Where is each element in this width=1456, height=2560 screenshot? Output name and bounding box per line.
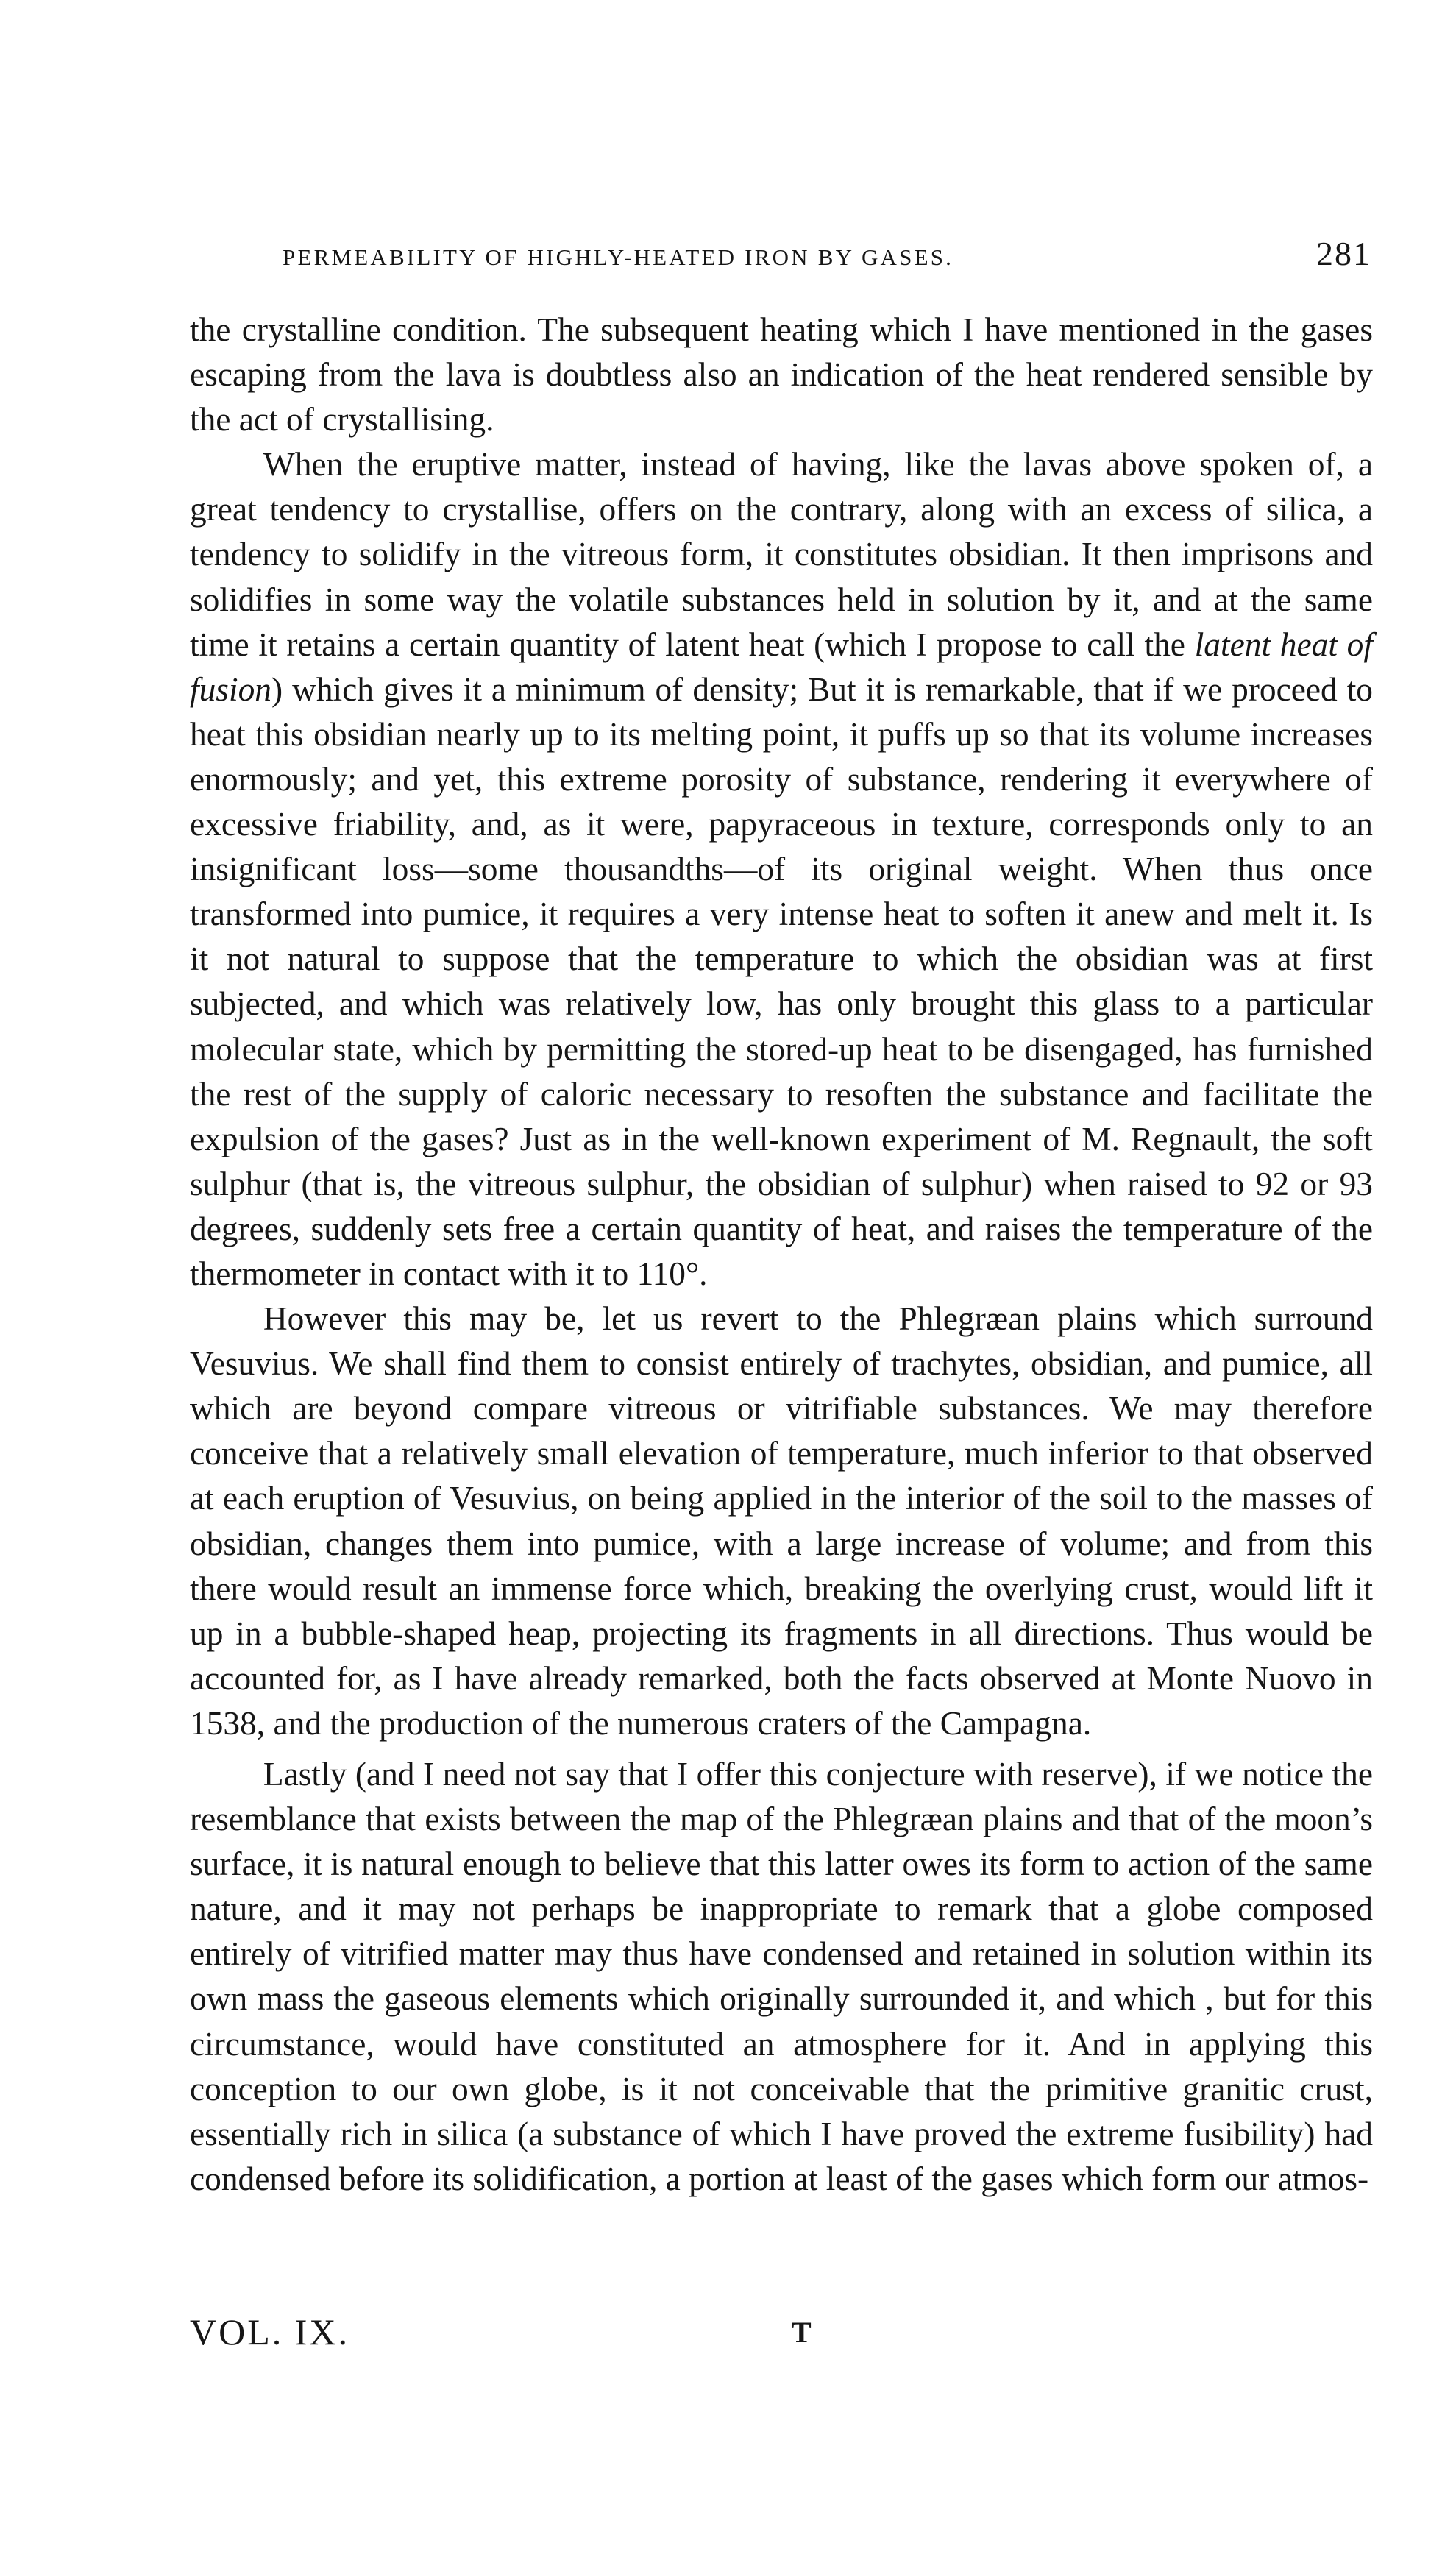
paragraph-obsidian xyxy=(190,442,1373,1297)
paragraph-continuation: the crystalline condition. The subsequent heating which I have mentioned in the gases escaping from the lava is doubtless also an indication of the heat rendered sensible by the act of crystallising. xyxy=(190,311,1373,439)
italic-term-latent-heat: latent heat of fusion xyxy=(190,625,1373,708)
paragraph-obsidian-part-1: When the eruptive matter, instead of having, like the lavas above spoken of, a great tendency to crystallise, offers on the contrary, along with an excess of silica, a tendency to solidify in the vitreous form, it constitutes obsidian. It then imprisons and solidifies in some way the volatile substances held in solution by it, and at the same time it retains a certain quantity of latent heat (which I propose to call the xyxy=(190,446,1373,663)
running-title: PERMEABILITY OF HIGHLY-HEATED IRON BY GASES. xyxy=(283,244,954,270)
running-head xyxy=(283,234,1371,278)
body-text xyxy=(190,308,1373,2202)
paragraph-moon-conjecture: Lastly (and I need not say that I offer this conjecture with reserve), if we notice the resemblance that exists between the map of the Phlegræan plains and that of the moon’s surface, it is natural enough to believe that this latter owes its form to action of the same nature, and it may not perhaps be inappropriate to remark that a globe composed entirely of vitrified matter may thus have condensed and retained in solution within its own mass the gaseous elements which originally surrounded it, and which , but for this circumstance, would have constituted an atmosphere for it. And in applying this conception to our own globe, is it not conceivable that the primitive granitic crust, essentially rich in silica (a substance of which I have proved the extreme fusibility) had condensed before its solidification, a portion at least of the gases which form our atmos- xyxy=(190,1756,1373,2197)
signature-mark: T xyxy=(792,2316,812,2349)
paragraph-obsidian-part-2: ) which gives it a minimum of density; But it is remarkable, that if we proceed to heat this obsidian nearly up to its melting point, it puffs up so that its volume increases enormously; and yet, this extreme porosity of substance, rendering it everywhere of excessive friability, and, as it were, papyraceous in texture, corresponds only to an insignificant loss—some thousandths—of its original weight. When thus once transformed into pumice, it requires a very intense heat to soften it anew and melt it. Is it not natural to suppose that the temperature to which the obsidian was at first subjected, and which was relatively low, has only brought this glass to a particular molecular state, which by permitting the stored-up heat to be disengaged, has furnished the rest of the supply of caloric necessary to resoften the substance and facilitate the expulsion of the gases? Just as in the well-known experiment of M. Regnault, the soft sulphur (that is, the vitreous sulphur, the obsidian of sulphur) when raised to 92 or 93 degrees, suddenly sets free a certain quantity of heat, and raises the temperature of the thermometer in contact with it to 110°. xyxy=(190,670,1373,1292)
volume-label: VOL. IX. xyxy=(190,2311,350,2352)
page-number: 281 xyxy=(1316,235,1371,272)
paragraph-phlegraean-plains: However this may be, let us revert to the Phlegræan plains which surround Vesuvius. We shall find them to consist entirely of trachytes, obsidian, and pumice, all which are beyond compare vitreous or vitrifiable substances. We may therefore conceive that a relatively small elevation of temperature, much inferior to that observed at each eruption of Vesuvius, on being applied in the interior of the soil to the masses of obsidian, changes them into pumice, with a large increase of volume; and from this there would result an immense force which, breaking the overlying crust, would lift it up in a bubble-shaped heap, projecting its fragments in all directions. Thus would be accounted for, as I have already remarked, both the facts observed at Monte Nuovo in 1538, and the production of the numerous craters of the Campagna. xyxy=(190,1300,1373,1742)
page-footer xyxy=(190,2311,1373,2362)
